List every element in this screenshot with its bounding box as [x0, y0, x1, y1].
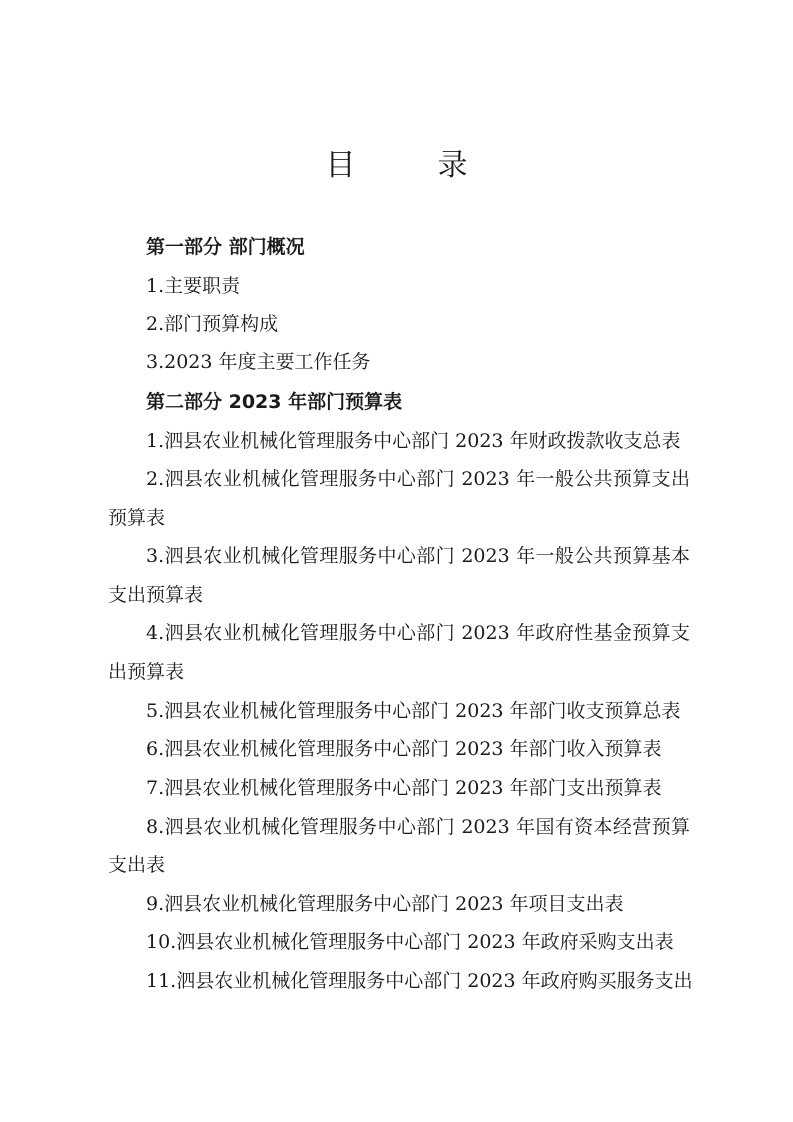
toc-item: 1.主要职责 — [146, 275, 241, 297]
toc-item: 11.泗县农业机械化管理服务中心部门 2023 年政府购买服务支出 — [146, 970, 693, 992]
toc-item: 6.泗县农业机械化管理服务中心部门 2023 年部门收入预算表 — [146, 738, 662, 760]
toc-item: 9.泗县农业机械化管理服务中心部门 2023 年项目支出表 — [146, 893, 624, 915]
toc-item: 7.泗县农业机械化管理服务中心部门 2023 年部门支出预算表 — [146, 777, 662, 799]
part2-heading: 第二部分 2023 年部门预算表 — [146, 391, 403, 413]
toc-item: 5.泗县农业机械化管理服务中心部门 2023 年部门收支预算总表 — [146, 700, 681, 722]
toc-item: 8.泗县农业机械化管理服务中心部门 2023 年国有资本经营预算 — [146, 816, 690, 838]
toc-item-continuation: 支出表 — [108, 854, 166, 876]
toc-item-continuation: 预算表 — [108, 507, 166, 529]
toc-item: 2.泗县农业机械化管理服务中心部门 2023 年一般公共预算支出 — [146, 468, 690, 490]
toc-title: 目 录 — [325, 148, 494, 183]
toc-item-continuation: 出预算表 — [108, 661, 185, 683]
toc-item: 10.泗县农业机械化管理服务中心部门 2023 年政府采购支出表 — [146, 931, 674, 953]
toc-item: 3.2023 年度主要工作任务 — [146, 351, 371, 373]
toc-item: 4.泗县农业机械化管理服务中心部门 2023 年政府性基金预算支 — [146, 622, 690, 644]
toc-item: 2.部门预算构成 — [146, 313, 279, 335]
toc-item: 3.泗县农业机械化管理服务中心部门 2023 年一般公共预算基本 — [146, 545, 690, 567]
toc-item-continuation: 支出预算表 — [108, 584, 204, 606]
toc-item: 1.泗县农业机械化管理服务中心部门 2023 年财政拨款收支总表 — [146, 430, 681, 452]
part1-heading: 第一部分 部门概况 — [146, 236, 305, 258]
